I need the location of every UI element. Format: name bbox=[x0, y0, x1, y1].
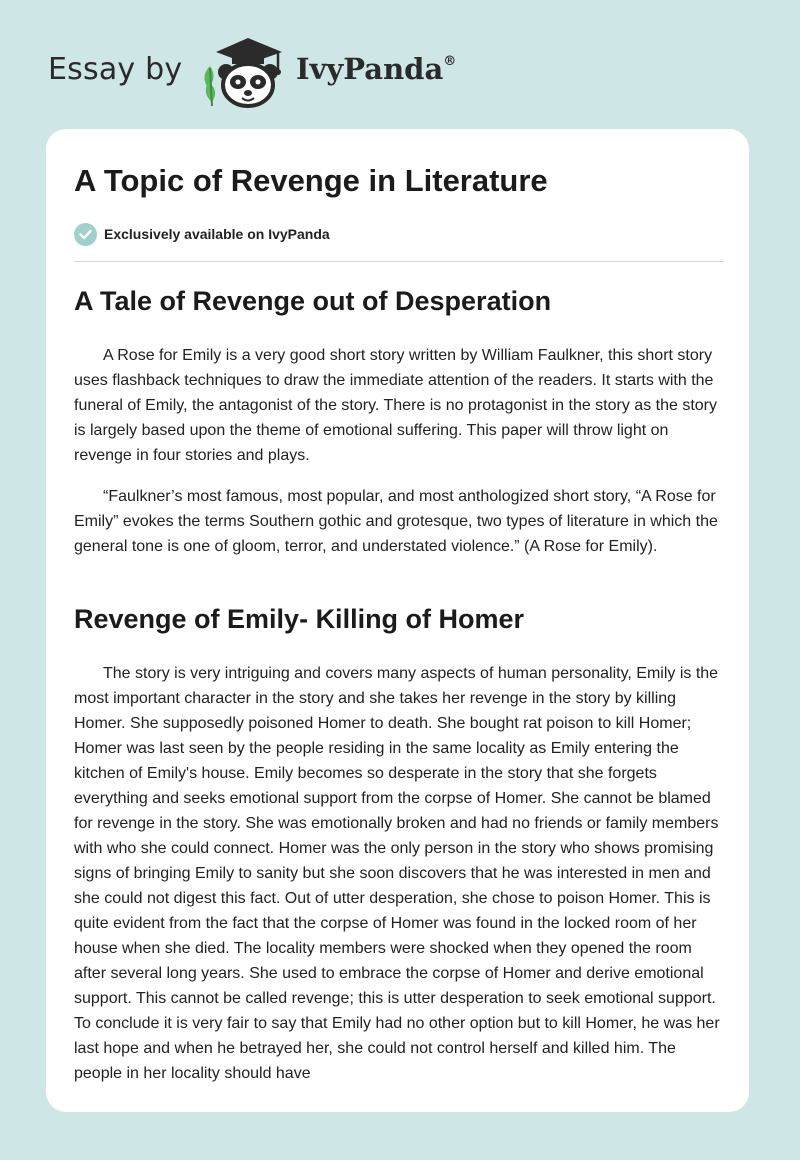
divider bbox=[74, 261, 724, 262]
article-title: A Topic of Revenge in Literature bbox=[74, 163, 548, 198]
brand-prefix: Essay by bbox=[48, 52, 183, 87]
check-icon bbox=[74, 223, 97, 246]
exclusive-badge bbox=[74, 222, 330, 246]
site-brand[interactable] bbox=[48, 30, 608, 110]
paragraph: “Faulkner’s most famous, most popular, and most anthologized short story, “A Rose for Emily” evokes the terms Southern gothic and grotesque, two types of literature in which the general tone is one of gloom, terror, and understated violence.” (A Rose for Emily). bbox=[74, 488, 718, 555]
brand-name: IvyPanda® bbox=[296, 52, 457, 86]
section-heading: A Tale of Revenge out of Desperation bbox=[74, 286, 552, 316]
badge-label: Exclusively available on IvyPanda bbox=[104, 226, 330, 242]
panda-graduate-logo-icon bbox=[198, 30, 290, 110]
paragraph: A Rose for Emily is a very good short story written by William Faulkner, this short story uses flashback techniques to draw the immediate attention of the readers. It starts with the funeral of Emily, the antagonist of the story. There is no protagonist in the story as the story is largely based upon the theme of emotional suffering. This paper will throw light on revenge in four stories and plays. bbox=[74, 347, 717, 464]
paragraph: The story is very intriguing and covers many aspects of human personality, Emily is the most important character in the story and she takes her revenge in the story by killing Homer. She supposedly poisoned Homer to death. She bought rat poison to kill Homer; Homer was last seen by the people residing in the same locality as Emily entering the kitchen of Emily's house. Emily becomes so desperate in the story that she forgets everything and seeks emotional support from the corpse of Homer. She cannot be blamed for revenge in the story. She was emotionally broken and had no friends or family members with who she could connect. Homer was the only person in the story who shows promising signs of bringing Emily to sanity but she soon discovers that he was interested in men and she could not digest this fact. Out of utter desperation, she chose to poison Homer. This is quite evident from the fact that the corpse of Homer was found in the locked room of her house when she died. The locality members were shocked when they opened the room after several long years. She used to embrace the corpse of Homer and derive emotional support. This cannot be called revenge; this is utter desperation to seek emotional support. To conclude it is very fair to say that Emily had no other option but to kill Homer, he was her last hope and when he betrayed her, she could not control herself and killed him. The people in her locality should have bbox=[74, 665, 720, 1082]
section-heading: Revenge of Emily- Killing of Homer bbox=[74, 604, 525, 634]
article-card bbox=[46, 129, 749, 1112]
